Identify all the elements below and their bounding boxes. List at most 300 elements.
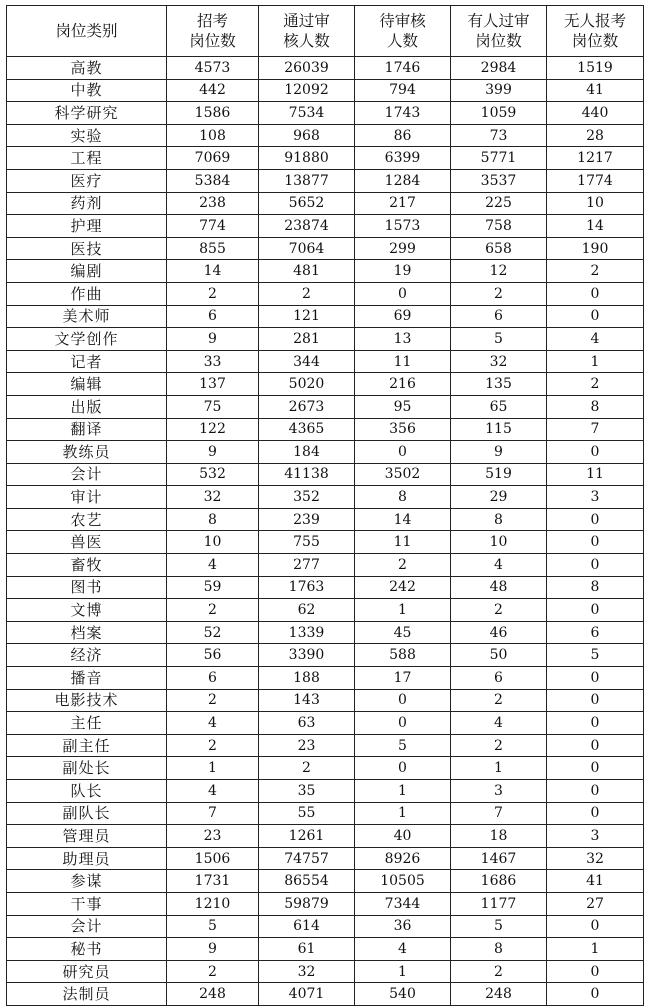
header-pending-review: 待审核 人数 — [355, 6, 451, 57]
category-cell: 医疗 — [7, 169, 167, 192]
positions-without-applicants-cell: 2 — [547, 373, 644, 396]
recruit-positions-cell: 1210 — [167, 892, 259, 915]
table-row — [7, 305, 644, 328]
positions-with-approved-cell: 758 — [451, 215, 547, 238]
approved-applicants-cell: 188 — [259, 667, 355, 690]
recruit-positions-cell: 2 — [167, 599, 259, 622]
pending-review-cell: 1 — [355, 780, 451, 803]
category-cell: 医技 — [7, 237, 167, 260]
recruit-positions-cell: 1731 — [167, 870, 259, 893]
positions-with-approved-cell: 18 — [451, 825, 547, 848]
recruit-positions-cell: 9 — [167, 328, 259, 351]
category-cell: 档案 — [7, 621, 167, 644]
recruit-positions-cell: 1 — [167, 757, 259, 780]
approved-applicants-cell: 755 — [259, 531, 355, 554]
approved-applicants-cell: 12092 — [259, 79, 355, 102]
recruit-positions-cell: 774 — [167, 215, 259, 238]
category-cell: 兽医 — [7, 531, 167, 554]
table-row — [7, 463, 644, 486]
pending-review-cell: 13 — [355, 328, 451, 351]
pending-review-cell: 1573 — [355, 215, 451, 238]
pending-review-cell: 40 — [355, 825, 451, 848]
category-cell: 编剧 — [7, 260, 167, 283]
positions-without-applicants-cell: 1 — [547, 938, 644, 961]
recruit-positions-cell: 9 — [167, 441, 259, 464]
table-row — [7, 825, 644, 848]
recruit-positions-cell: 2 — [167, 282, 259, 305]
recruit-positions-cell: 7 — [167, 802, 259, 825]
positions-without-applicants-cell: 0 — [547, 689, 644, 712]
pending-review-cell: 0 — [355, 282, 451, 305]
approved-applicants-cell: 55 — [259, 802, 355, 825]
header-positions-with-approved: 有人过审 岗位数 — [451, 6, 547, 57]
pending-review-cell: 242 — [355, 576, 451, 599]
recruit-positions-cell: 4 — [167, 554, 259, 577]
positions-without-applicants-cell: 0 — [547, 915, 644, 938]
positions-without-applicants-cell: 8 — [547, 395, 644, 418]
pending-review-cell: 69 — [355, 305, 451, 328]
approved-applicants-cell: 1339 — [259, 621, 355, 644]
table-row — [7, 757, 644, 780]
table-row — [7, 576, 644, 599]
approved-applicants-cell: 4071 — [259, 983, 355, 1006]
approved-applicants-cell: 41138 — [259, 463, 355, 486]
category-cell: 中教 — [7, 79, 167, 102]
pending-review-cell: 6399 — [355, 147, 451, 170]
category-cell: 翻译 — [7, 418, 167, 441]
table-row — [7, 102, 644, 125]
positions-with-approved-cell: 5 — [451, 915, 547, 938]
positions-with-approved-cell: 4 — [451, 712, 547, 735]
approved-applicants-cell: 4365 — [259, 418, 355, 441]
positions-with-approved-cell: 73 — [451, 124, 547, 147]
category-cell: 高教 — [7, 57, 167, 80]
positions-without-applicants-cell: 14 — [547, 215, 644, 238]
category-cell: 播音 — [7, 667, 167, 690]
category-cell: 会计 — [7, 463, 167, 486]
positions-with-approved-cell: 6 — [451, 667, 547, 690]
header-row — [7, 6, 644, 57]
recruit-positions-cell: 238 — [167, 192, 259, 215]
category-cell: 审计 — [7, 486, 167, 509]
pending-review-cell: 36 — [355, 915, 451, 938]
positions-without-applicants-cell: 440 — [547, 102, 644, 125]
category-cell: 干事 — [7, 892, 167, 915]
table-row — [7, 554, 644, 577]
positions-without-applicants-cell: 1774 — [547, 169, 644, 192]
recruit-positions-cell: 1506 — [167, 847, 259, 870]
recruit-positions-cell: 4 — [167, 712, 259, 735]
pending-review-cell: 217 — [355, 192, 451, 215]
positions-with-approved-cell: 399 — [451, 79, 547, 102]
positions-with-approved-cell: 8 — [451, 508, 547, 531]
approved-applicants-cell: 7534 — [259, 102, 355, 125]
positions-with-approved-cell: 65 — [451, 395, 547, 418]
positions-with-approved-cell: 2 — [451, 282, 547, 305]
table-header — [7, 6, 644, 57]
pending-review-cell: 4 — [355, 938, 451, 961]
recruit-positions-cell: 8 — [167, 508, 259, 531]
recruit-positions-cell: 2 — [167, 734, 259, 757]
pending-review-cell: 1 — [355, 802, 451, 825]
recruit-positions-cell: 442 — [167, 79, 259, 102]
table-row — [7, 237, 644, 260]
header-recruit-positions: 招考 岗位数 — [167, 6, 259, 57]
pending-review-cell: 794 — [355, 79, 451, 102]
pending-review-cell: 95 — [355, 395, 451, 418]
category-cell: 出版 — [7, 395, 167, 418]
pending-review-cell: 19 — [355, 260, 451, 283]
positions-without-applicants-cell: 190 — [547, 237, 644, 260]
positions-without-applicants-cell: 0 — [547, 554, 644, 577]
recruit-positions-cell: 56 — [167, 644, 259, 667]
approved-applicants-cell: 968 — [259, 124, 355, 147]
approved-applicants-cell: 23 — [259, 734, 355, 757]
positions-with-approved-cell: 12 — [451, 260, 547, 283]
positions-with-approved-cell: 29 — [451, 486, 547, 509]
category-cell: 助理员 — [7, 847, 167, 870]
positions-with-approved-cell: 7 — [451, 802, 547, 825]
table-row — [7, 689, 644, 712]
positions-without-applicants-cell: 6 — [547, 621, 644, 644]
positions-with-approved-cell: 658 — [451, 237, 547, 260]
positions-without-applicants-cell: 0 — [547, 802, 644, 825]
positions-without-applicants-cell: 0 — [547, 531, 644, 554]
positions-with-approved-cell: 2984 — [451, 57, 547, 80]
table-row — [7, 79, 644, 102]
table-row — [7, 508, 644, 531]
category-cell: 秘书 — [7, 938, 167, 961]
recruit-positions-cell: 52 — [167, 621, 259, 644]
table-row — [7, 147, 644, 170]
approved-applicants-cell: 184 — [259, 441, 355, 464]
category-cell: 图书 — [7, 576, 167, 599]
positions-without-applicants-cell: 7 — [547, 418, 644, 441]
table-row — [7, 621, 644, 644]
approved-applicants-cell: 62 — [259, 599, 355, 622]
approved-applicants-cell: 5652 — [259, 192, 355, 215]
positions-without-applicants-cell: 0 — [547, 441, 644, 464]
approved-applicants-cell: 239 — [259, 508, 355, 531]
positions-with-approved-cell: 1177 — [451, 892, 547, 915]
table-row — [7, 531, 644, 554]
approved-applicants-cell: 32 — [259, 960, 355, 983]
table-row — [7, 169, 644, 192]
positions-without-applicants-cell: 0 — [547, 305, 644, 328]
pending-review-cell: 540 — [355, 983, 451, 1006]
positions-with-approved-cell: 2 — [451, 960, 547, 983]
pending-review-cell: 3502 — [355, 463, 451, 486]
approved-applicants-cell: 614 — [259, 915, 355, 938]
positions-with-approved-cell: 48 — [451, 576, 547, 599]
positions-without-applicants-cell: 41 — [547, 870, 644, 893]
approved-applicants-cell: 352 — [259, 486, 355, 509]
pending-review-cell: 0 — [355, 712, 451, 735]
table-row — [7, 644, 644, 667]
table-row — [7, 599, 644, 622]
table-row — [7, 441, 644, 464]
category-cell: 教练员 — [7, 441, 167, 464]
table-row — [7, 938, 644, 961]
table-row — [7, 395, 644, 418]
positions-without-applicants-cell: 0 — [547, 599, 644, 622]
approved-applicants-cell: 63 — [259, 712, 355, 735]
recruit-positions-cell: 4573 — [167, 57, 259, 80]
positions-without-applicants-cell: 0 — [547, 734, 644, 757]
positions-without-applicants-cell: 11 — [547, 463, 644, 486]
positions-without-applicants-cell: 0 — [547, 757, 644, 780]
table-body — [7, 57, 644, 1006]
positions-with-approved-cell: 2 — [451, 689, 547, 712]
recruit-positions-cell: 137 — [167, 373, 259, 396]
approved-applicants-cell: 3390 — [259, 644, 355, 667]
positions-with-approved-cell: 46 — [451, 621, 547, 644]
table-row — [7, 418, 644, 441]
recruit-positions-cell: 14 — [167, 260, 259, 283]
category-cell: 参谋 — [7, 870, 167, 893]
positions-with-approved-cell: 135 — [451, 373, 547, 396]
pending-review-cell: 0 — [355, 689, 451, 712]
positions-with-approved-cell: 519 — [451, 463, 547, 486]
approved-applicants-cell: 26039 — [259, 57, 355, 80]
pending-review-cell: 8926 — [355, 847, 451, 870]
category-cell: 副处长 — [7, 757, 167, 780]
recruit-positions-cell: 855 — [167, 237, 259, 260]
positions-without-applicants-cell: 0 — [547, 712, 644, 735]
positions-with-approved-cell: 2 — [451, 599, 547, 622]
table-row — [7, 124, 644, 147]
category-cell: 主任 — [7, 712, 167, 735]
approved-applicants-cell: 277 — [259, 554, 355, 577]
pending-review-cell: 1743 — [355, 102, 451, 125]
approved-applicants-cell: 2 — [259, 282, 355, 305]
category-cell: 记者 — [7, 350, 167, 373]
positions-with-approved-cell: 1467 — [451, 847, 547, 870]
category-cell: 编辑 — [7, 373, 167, 396]
recruit-positions-cell: 75 — [167, 395, 259, 418]
table-row — [7, 847, 644, 870]
positions-with-approved-cell: 50 — [451, 644, 547, 667]
header-positions-without-applicants: 无人报考 岗位数 — [547, 6, 644, 57]
table-row — [7, 282, 644, 305]
positions-with-approved-cell: 248 — [451, 983, 547, 1006]
approved-applicants-cell: 86554 — [259, 870, 355, 893]
positions-without-applicants-cell: 2 — [547, 260, 644, 283]
pending-review-cell: 0 — [355, 441, 451, 464]
approved-applicants-cell: 23874 — [259, 215, 355, 238]
pending-review-cell: 7344 — [355, 892, 451, 915]
category-cell: 副队长 — [7, 802, 167, 825]
table-row — [7, 915, 644, 938]
recruit-positions-cell: 6 — [167, 305, 259, 328]
recruit-positions-cell: 2 — [167, 689, 259, 712]
pending-review-cell: 1746 — [355, 57, 451, 80]
approved-applicants-cell: 13877 — [259, 169, 355, 192]
recruit-positions-cell: 4 — [167, 780, 259, 803]
positions-without-applicants-cell: 3 — [547, 825, 644, 848]
table-row — [7, 734, 644, 757]
recruit-positions-cell: 6 — [167, 667, 259, 690]
table-row — [7, 57, 644, 80]
category-cell: 电影技术 — [7, 689, 167, 712]
pending-review-cell: 17 — [355, 667, 451, 690]
category-cell: 管理员 — [7, 825, 167, 848]
pending-review-cell: 216 — [355, 373, 451, 396]
positions-with-approved-cell: 10 — [451, 531, 547, 554]
category-cell: 文学创作 — [7, 328, 167, 351]
recruit-positions-cell: 5 — [167, 915, 259, 938]
table-row — [7, 192, 644, 215]
positions-with-approved-cell: 115 — [451, 418, 547, 441]
positions-with-approved-cell: 2 — [451, 734, 547, 757]
table-row — [7, 802, 644, 825]
positions-without-applicants-cell: 3 — [547, 486, 644, 509]
positions-with-approved-cell: 6 — [451, 305, 547, 328]
table-row — [7, 892, 644, 915]
pending-review-cell: 11 — [355, 531, 451, 554]
approved-applicants-cell: 481 — [259, 260, 355, 283]
pending-review-cell: 588 — [355, 644, 451, 667]
table-row — [7, 712, 644, 735]
positions-with-approved-cell: 8 — [451, 938, 547, 961]
recruit-positions-cell: 10 — [167, 531, 259, 554]
positions-without-applicants-cell: 0 — [547, 667, 644, 690]
table-row — [7, 350, 644, 373]
positions-with-approved-cell: 5 — [451, 328, 547, 351]
approved-applicants-cell: 1763 — [259, 576, 355, 599]
recruit-positions-cell: 32 — [167, 486, 259, 509]
category-cell: 研究员 — [7, 960, 167, 983]
pending-review-cell: 14 — [355, 508, 451, 531]
category-cell: 队长 — [7, 780, 167, 803]
approved-applicants-cell: 59879 — [259, 892, 355, 915]
positions-with-approved-cell: 1686 — [451, 870, 547, 893]
recruit-positions-cell: 2 — [167, 960, 259, 983]
category-cell: 护理 — [7, 215, 167, 238]
positions-without-applicants-cell: 1519 — [547, 57, 644, 80]
pending-review-cell: 356 — [355, 418, 451, 441]
table-row — [7, 870, 644, 893]
positions-without-applicants-cell: 0 — [547, 780, 644, 803]
positions-with-approved-cell: 3 — [451, 780, 547, 803]
category-cell: 科学研究 — [7, 102, 167, 125]
recruitment-statistics-table — [6, 5, 644, 1006]
approved-applicants-cell: 2 — [259, 757, 355, 780]
category-cell: 实验 — [7, 124, 167, 147]
recruit-positions-cell: 33 — [167, 350, 259, 373]
pending-review-cell: 1 — [355, 599, 451, 622]
recruit-positions-cell: 1586 — [167, 102, 259, 125]
pending-review-cell: 1284 — [355, 169, 451, 192]
positions-without-applicants-cell: 28 — [547, 124, 644, 147]
positions-without-applicants-cell: 4 — [547, 328, 644, 351]
pending-review-cell: 45 — [355, 621, 451, 644]
header-position-category: 岗位类别 — [7, 6, 167, 57]
positions-without-applicants-cell: 5 — [547, 644, 644, 667]
recruit-positions-cell: 532 — [167, 463, 259, 486]
positions-with-approved-cell: 32 — [451, 350, 547, 373]
pending-review-cell: 5 — [355, 734, 451, 757]
positions-with-approved-cell: 4 — [451, 554, 547, 577]
category-cell: 会计 — [7, 915, 167, 938]
table-row — [7, 260, 644, 283]
approved-applicants-cell: 91880 — [259, 147, 355, 170]
approved-applicants-cell: 281 — [259, 328, 355, 351]
positions-with-approved-cell: 1059 — [451, 102, 547, 125]
category-cell: 美术师 — [7, 305, 167, 328]
category-cell: 文博 — [7, 599, 167, 622]
table-row — [7, 215, 644, 238]
category-cell: 副主任 — [7, 734, 167, 757]
pending-review-cell: 1 — [355, 960, 451, 983]
positions-with-approved-cell: 225 — [451, 192, 547, 215]
recruit-positions-cell: 23 — [167, 825, 259, 848]
positions-with-approved-cell: 1 — [451, 757, 547, 780]
approved-applicants-cell: 344 — [259, 350, 355, 373]
table-row — [7, 983, 644, 1006]
table-row — [7, 667, 644, 690]
table-row — [7, 780, 644, 803]
pending-review-cell: 11 — [355, 350, 451, 373]
table-row — [7, 486, 644, 509]
pending-review-cell: 8 — [355, 486, 451, 509]
recruit-positions-cell: 9 — [167, 938, 259, 961]
pending-review-cell: 10505 — [355, 870, 451, 893]
approved-applicants-cell: 61 — [259, 938, 355, 961]
recruit-positions-cell: 248 — [167, 983, 259, 1006]
positions-without-applicants-cell: 0 — [547, 983, 644, 1006]
approved-applicants-cell: 121 — [259, 305, 355, 328]
approved-applicants-cell: 74757 — [259, 847, 355, 870]
recruit-positions-cell: 5384 — [167, 169, 259, 192]
approved-applicants-cell: 5020 — [259, 373, 355, 396]
header-approved-applicants: 通过审 核人数 — [259, 6, 355, 57]
category-cell: 作曲 — [7, 282, 167, 305]
positions-with-approved-cell: 5771 — [451, 147, 547, 170]
approved-applicants-cell: 7064 — [259, 237, 355, 260]
positions-without-applicants-cell: 0 — [547, 282, 644, 305]
table-row — [7, 373, 644, 396]
recruit-positions-cell: 7069 — [167, 147, 259, 170]
approved-applicants-cell: 2673 — [259, 395, 355, 418]
table-row — [7, 328, 644, 351]
category-cell: 经济 — [7, 644, 167, 667]
pending-review-cell: 0 — [355, 757, 451, 780]
category-cell: 农艺 — [7, 508, 167, 531]
positions-with-approved-cell: 3537 — [451, 169, 547, 192]
positions-without-applicants-cell: 10 — [547, 192, 644, 215]
pending-review-cell: 2 — [355, 554, 451, 577]
approved-applicants-cell: 35 — [259, 780, 355, 803]
recruit-positions-cell: 108 — [167, 124, 259, 147]
approved-applicants-cell: 1261 — [259, 825, 355, 848]
category-cell: 药剂 — [7, 192, 167, 215]
pending-review-cell: 299 — [355, 237, 451, 260]
table-row — [7, 960, 644, 983]
positions-without-applicants-cell: 41 — [547, 79, 644, 102]
positions-with-approved-cell: 9 — [451, 441, 547, 464]
category-cell: 畜牧 — [7, 554, 167, 577]
positions-without-applicants-cell: 1217 — [547, 147, 644, 170]
positions-without-applicants-cell: 0 — [547, 508, 644, 531]
positions-without-applicants-cell: 27 — [547, 892, 644, 915]
recruit-positions-cell: 59 — [167, 576, 259, 599]
positions-without-applicants-cell: 1 — [547, 350, 644, 373]
category-cell: 工程 — [7, 147, 167, 170]
pending-review-cell: 86 — [355, 124, 451, 147]
positions-without-applicants-cell: 8 — [547, 576, 644, 599]
approved-applicants-cell: 143 — [259, 689, 355, 712]
